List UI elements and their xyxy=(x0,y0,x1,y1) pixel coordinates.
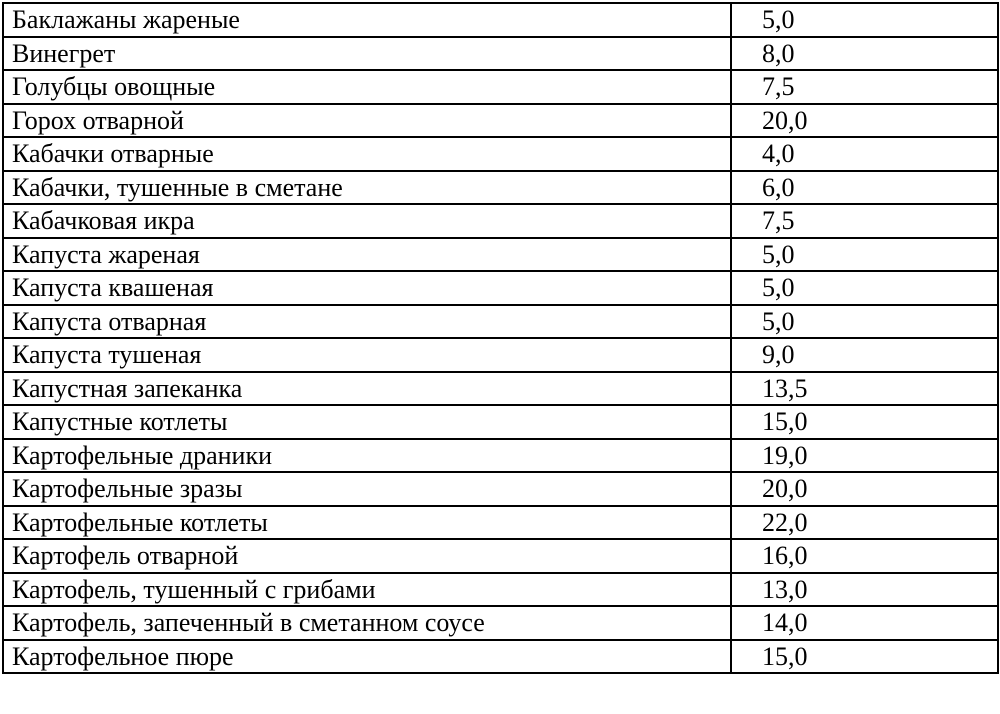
value-cell: 19,0 xyxy=(731,439,998,473)
value-cell: 9,0 xyxy=(731,338,998,372)
table-row xyxy=(3,439,998,473)
value-cell: 5,0 xyxy=(731,3,998,37)
dish-name-cell: Винегрет xyxy=(3,37,731,71)
table-row xyxy=(3,204,998,238)
value-cell: 16,0 xyxy=(731,539,998,573)
dish-name-cell: Кабачки, тушенные в сметане xyxy=(3,171,731,205)
table-row xyxy=(3,606,998,640)
dish-name-cell: Кабачки отварные xyxy=(3,137,731,171)
value-cell: 13,5 xyxy=(731,372,998,406)
value-cell: 7,5 xyxy=(731,70,998,104)
table-row xyxy=(3,271,998,305)
value-cell: 6,0 xyxy=(731,171,998,205)
dish-name-cell: Картофельные зразы xyxy=(3,472,731,506)
dish-name-cell: Картофельное пюре xyxy=(3,640,731,674)
table-row xyxy=(3,472,998,506)
table-row xyxy=(3,573,998,607)
dish-name-cell: Кабачковая икра xyxy=(3,204,731,238)
value-cell: 5,0 xyxy=(731,271,998,305)
dish-name-cell: Картофельные котлеты xyxy=(3,506,731,540)
dish-name-cell: Картофель, запеченный в сметанном соусе xyxy=(3,606,731,640)
value-cell: 13,0 xyxy=(731,573,998,607)
table-row xyxy=(3,506,998,540)
dish-name-cell: Баклажаны жареные xyxy=(3,3,731,37)
value-cell: 22,0 xyxy=(731,506,998,540)
value-cell: 15,0 xyxy=(731,640,998,674)
value-cell: 20,0 xyxy=(731,472,998,506)
table-row xyxy=(3,338,998,372)
table-row xyxy=(3,405,998,439)
dish-name-cell: Картофель, тушенный с грибами xyxy=(3,573,731,607)
dish-name-cell: Голубцы овощные xyxy=(3,70,731,104)
table-row xyxy=(3,171,998,205)
table-body xyxy=(3,3,998,673)
value-cell: 20,0 xyxy=(731,104,998,138)
table-row xyxy=(3,70,998,104)
table-row xyxy=(3,238,998,272)
table-row xyxy=(3,137,998,171)
table-row xyxy=(3,372,998,406)
dish-name-cell: Картофельные драники xyxy=(3,439,731,473)
dish-name-cell: Капустные котлеты xyxy=(3,405,731,439)
value-cell: 5,0 xyxy=(731,305,998,339)
dish-name-cell: Капустная запеканка xyxy=(3,372,731,406)
dish-name-cell: Капуста отварная xyxy=(3,305,731,339)
value-cell: 4,0 xyxy=(731,137,998,171)
value-cell: 5,0 xyxy=(731,238,998,272)
dish-value-table xyxy=(2,2,999,674)
dish-name-cell: Капуста жареная xyxy=(3,238,731,272)
table-row xyxy=(3,104,998,138)
table-row xyxy=(3,539,998,573)
table-row xyxy=(3,37,998,71)
dish-name-cell: Капуста квашеная xyxy=(3,271,731,305)
table-row xyxy=(3,3,998,37)
value-cell: 14,0 xyxy=(731,606,998,640)
value-cell: 7,5 xyxy=(731,204,998,238)
table-row xyxy=(3,640,998,674)
dish-name-cell: Горох отварной xyxy=(3,104,731,138)
table-row xyxy=(3,305,998,339)
dish-name-cell: Картофель отварной xyxy=(3,539,731,573)
value-cell: 15,0 xyxy=(731,405,998,439)
dish-name-cell: Капуста тушеная xyxy=(3,338,731,372)
value-cell: 8,0 xyxy=(731,37,998,71)
